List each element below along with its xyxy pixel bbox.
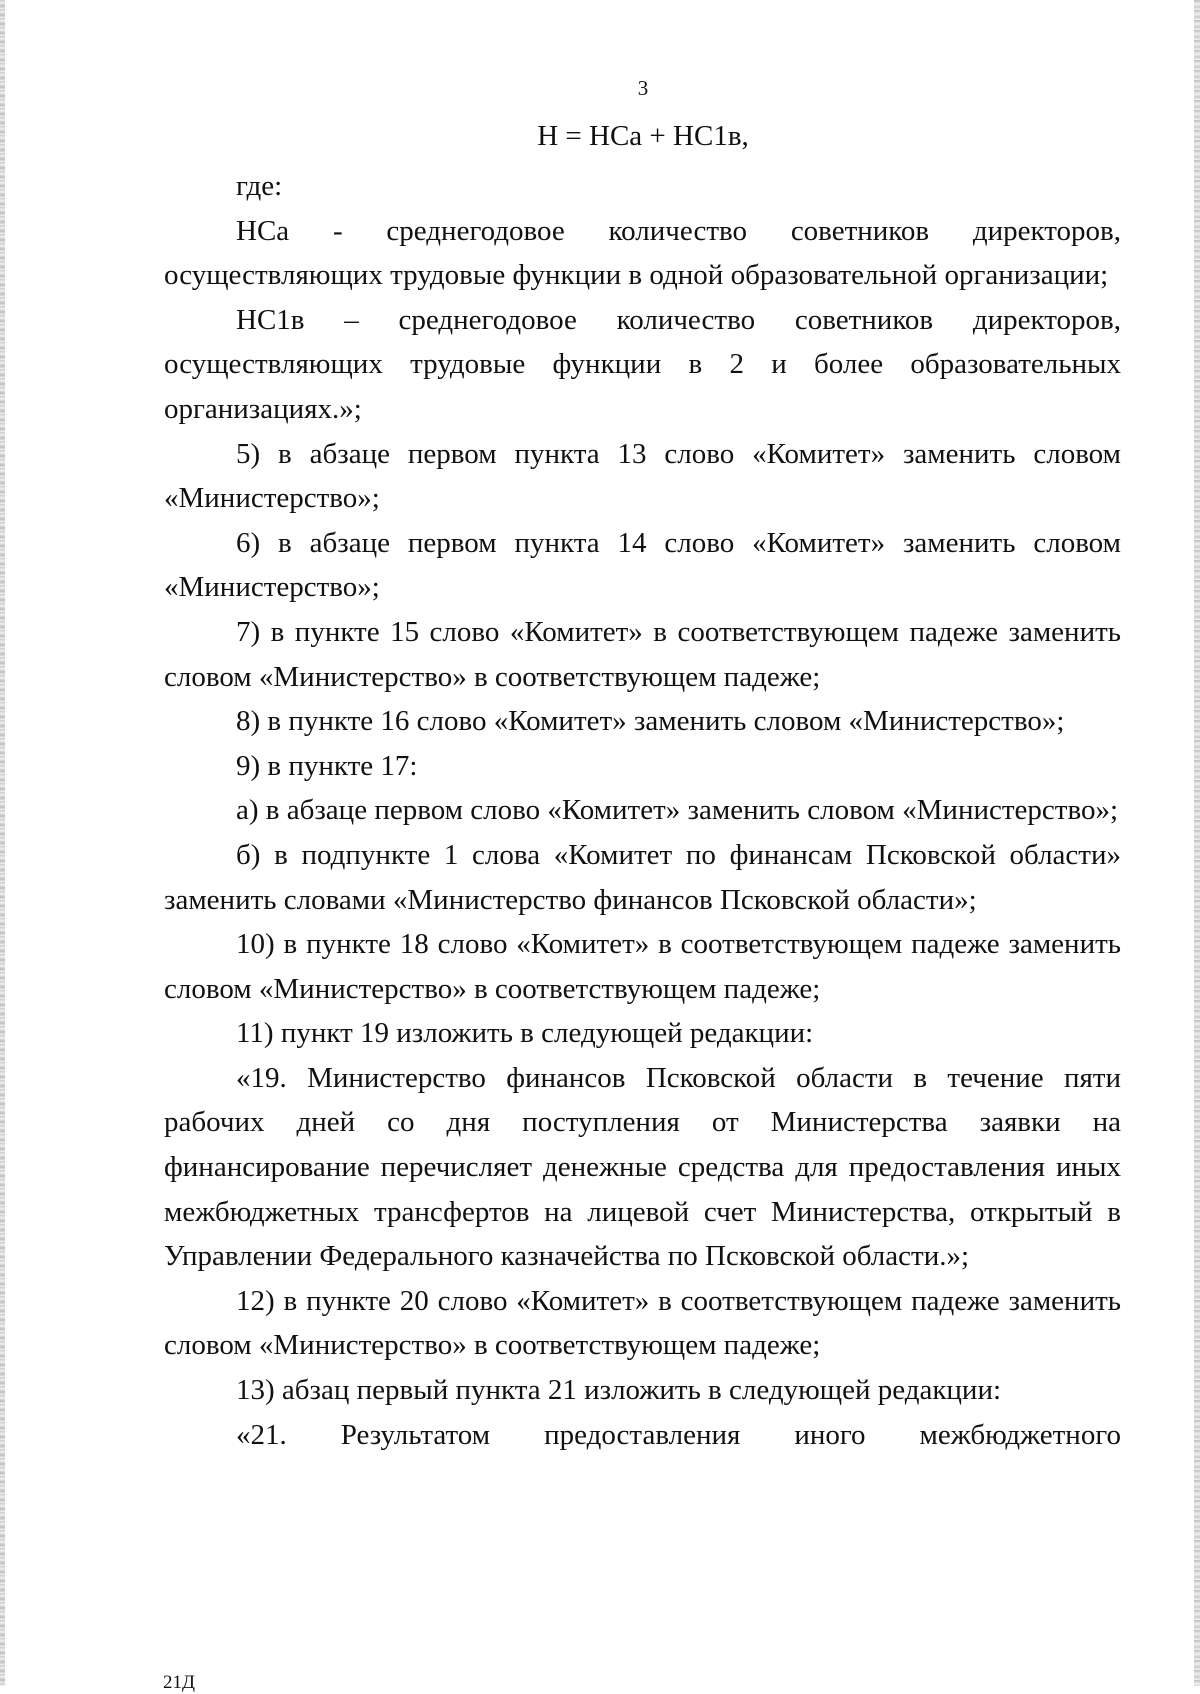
paragraph-clause-19: «19. Министерство финансов Псковской области в течение пяти рабочих дней со дня поступления от Министерства заявки на финансирование перечисляет денежные средства для предоставления иных межбюджетных трансфертов на лицевой счет Министерства, открытый в Управлении Федерального казначейства по Псковской области.»; bbox=[164, 1061, 1121, 1273]
paragraph-clause-21: «21. Результатом предоставления иного межбюджетного bbox=[236, 1418, 1121, 1451]
paragraph-item-7: 7) в пункте 15 слово «Комитет» в соответствующем падеже заменить словом «Министерство» в соответствующем падеже; bbox=[164, 615, 1121, 693]
page-number: 3 bbox=[637, 76, 649, 100]
paragraph-item-9a: а) в абзаце первом слово «Комитет» заменить словом «Министерство»; bbox=[236, 794, 1119, 827]
formula: Н = НСа + НС1в, bbox=[537, 120, 749, 152]
paragraph-item-9: 9) в пункте 17: bbox=[236, 749, 418, 782]
document-code: 21Д bbox=[163, 1672, 195, 1693]
scan-edge-right bbox=[1194, 0, 1200, 1686]
paragraph-item-6: 6) в абзаце первом пункта 14 слово «Комитет» заменить словом «Министерство»; bbox=[164, 526, 1121, 604]
paragraph-item-9b: б) в подпункте 1 слова «Комитет по финансам Псковской области» заменить словами «Министерство финансов Псковской области»; bbox=[164, 838, 1121, 916]
paragraph-item-10: 10) в пункте 18 слово «Комитет» в соответствующем падеже заменить словом «Министерство» в соответствующем падеже; bbox=[164, 928, 1121, 1005]
paragraph-nsa-definition: НСа - среднегодовое количество советников директоров, осуществляющих трудовые функции в одной образовательной организации; bbox=[164, 214, 1121, 292]
paragraph-item-13: 13) абзац первый пункта 21 изложить в следующей редакции: bbox=[236, 1374, 1002, 1407]
paragraph-where: где: bbox=[236, 170, 283, 202]
paragraph-ns1v-definition: НС1в – среднегодовое количество советников директоров, осуществляющих трудовые функции в 2 и более образовательных организациях.»; bbox=[164, 303, 1121, 425]
paragraph-item-8: 8) в пункте 16 слово «Комитет» заменить словом «Министерство»; bbox=[236, 705, 1065, 738]
paragraph-item-12: 12) в пункте 20 слово «Комитет» в соответствующем падеже заменить словом «Министерство» в соответствующем падеже; bbox=[164, 1284, 1121, 1362]
scan-edge-left bbox=[0, 0, 5, 1686]
paragraph-item-11: 11) пункт 19 изложить в следующей редакции: bbox=[236, 1017, 814, 1050]
document-body bbox=[164, 164, 1121, 1457]
paragraph-item-5: 5) в абзаце первом пункта 13 слово «Комитет» заменить словом «Министерство»; bbox=[164, 437, 1121, 515]
